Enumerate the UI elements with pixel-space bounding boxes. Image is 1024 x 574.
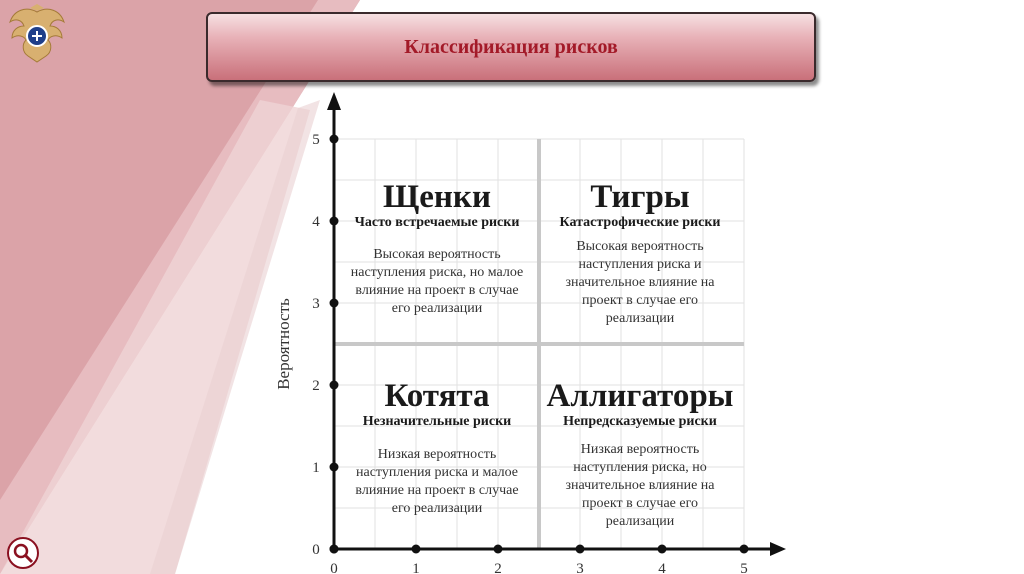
quadrant-title: Котята <box>384 378 490 414</box>
x-tick-label: 3 <box>576 561 584 574</box>
x-tick-label: 4 <box>658 561 666 574</box>
slide-title: Классификация рисков <box>404 36 618 58</box>
quadrant-title: Аллигаторы <box>546 378 734 414</box>
quadrant-subtitle: Незначительные риски <box>362 414 512 429</box>
x-tick-label: 5 <box>740 561 748 574</box>
y-tick-label: 4 <box>312 214 320 230</box>
y-tick-dot <box>330 299 339 308</box>
quadrant-description-line: наступления риска, но <box>573 460 707 475</box>
y-tick-label: 2 <box>312 378 320 394</box>
quadrant-subtitle: Катастрофические риски <box>559 215 721 230</box>
x-tick-label: 0 <box>330 561 338 574</box>
quadrant-description-line: наступления риска и малое <box>356 465 518 480</box>
quadrant-subtitle: Часто встречаемые риски <box>354 215 520 230</box>
quadrant-description-line: проект в случае его <box>582 293 698 308</box>
quadrant-description-line: его реализации <box>391 501 483 516</box>
quadrant-description-line: значительное влияние на <box>565 478 715 493</box>
zoom-search-button[interactable] <box>7 537 39 569</box>
y-tick-label: 3 <box>312 296 320 312</box>
quadrant-description-line: Низкая вероятность <box>580 442 700 457</box>
x-tick-label: 1 <box>412 561 420 574</box>
quadrant-title: Щенки <box>383 179 491 215</box>
y-tick-dot <box>330 463 339 472</box>
quadrant-title: Тигры <box>590 179 690 215</box>
y-tick-label: 0 <box>312 542 320 558</box>
quadrant-description-line: реализации <box>605 311 675 326</box>
y-axis-arrow <box>327 92 341 110</box>
quadrant-description-line: реализации <box>605 514 675 529</box>
x-tick-dot <box>740 545 749 554</box>
quadrant-description-line: проект в случае его <box>582 496 698 511</box>
quadrant-description-line: влияние на проект в случае <box>355 283 519 298</box>
x-tick-dot <box>412 545 421 554</box>
y-tick-dot <box>330 217 339 226</box>
y-tick-dot <box>330 135 339 144</box>
y-tick-label: 1 <box>312 460 320 476</box>
quadrant-description-line: Низкая вероятность <box>377 447 497 462</box>
x-tick-dot <box>576 545 585 554</box>
x-axis-arrow <box>770 542 786 556</box>
quadrant-description-line: Высокая вероятность <box>576 239 704 254</box>
y-tick-label: 5 <box>312 132 320 148</box>
quadrant-subtitle: Непредсказуемые риски <box>563 414 717 429</box>
x-tick-label: 2 <box>494 561 502 574</box>
x-tick-dot <box>494 545 503 554</box>
y-axis-label: Вероятность <box>274 298 293 390</box>
quadrant-description-line: его реализации <box>391 301 483 316</box>
quadrant-description-line: наступления риска, но малое <box>350 265 524 280</box>
quadrant-description-line: наступления риска и <box>578 257 702 272</box>
y-tick-dot <box>330 545 339 554</box>
quadrant-description-line: значительное влияние на <box>565 275 715 290</box>
x-tick-dot <box>658 545 667 554</box>
quadrant-description-line: Высокая вероятность <box>373 247 501 262</box>
search-icon <box>9 539 37 567</box>
y-tick-dot <box>330 381 339 390</box>
quadrant-description-line: влияние на проект в случае <box>355 483 519 498</box>
